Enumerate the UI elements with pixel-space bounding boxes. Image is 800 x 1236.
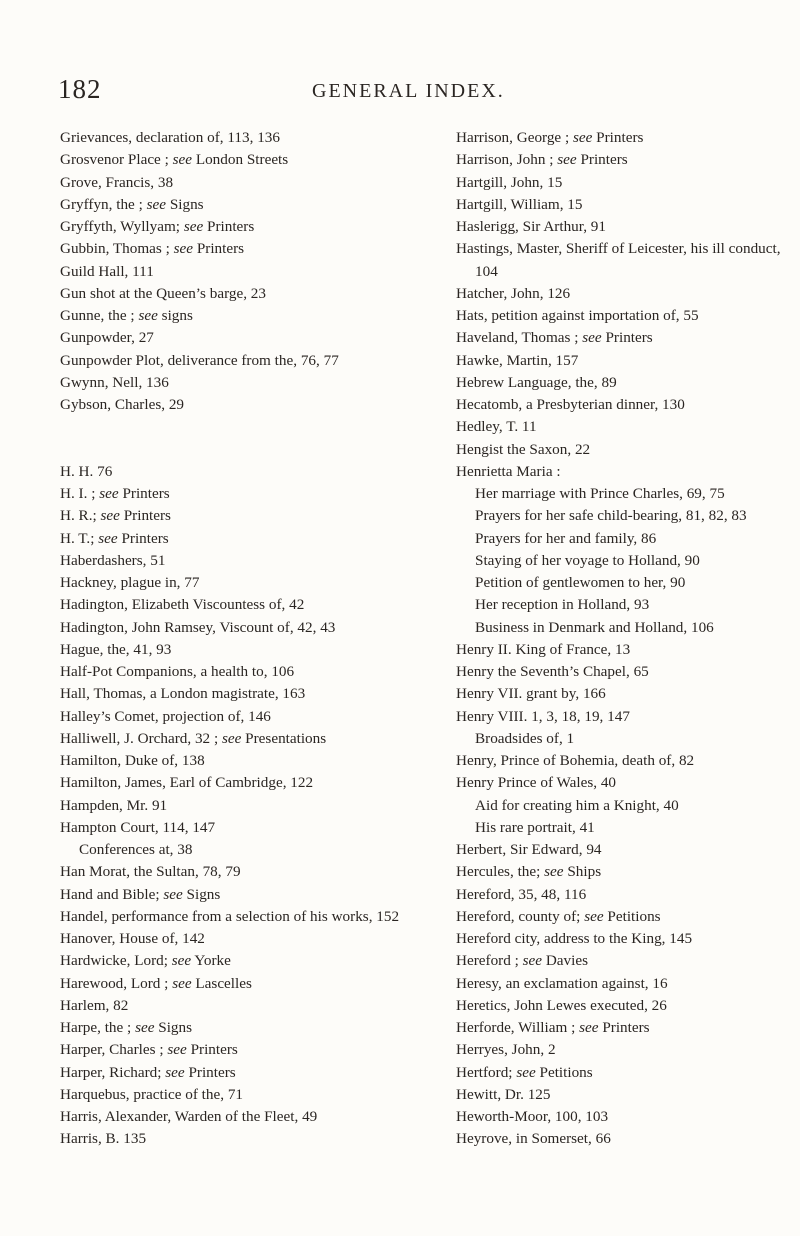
see-reference-label: see [183,218,204,235]
entry-heading: Hewitt, Dr. 125 [456,1085,551,1103]
index-entry [60,594,420,616]
cross-reference: Yorke [194,952,231,970]
index-column-right [456,127,796,1151]
index-entry [60,995,420,1017]
entry-heading: Hastings, Master, Sheriff of Leicester, his ill conduct, 104 [456,240,781,280]
index-entry [60,661,420,683]
see-reference-label: see [138,307,158,324]
entry-heading: Henry, Prince of Bohemia, death of, 82 [456,752,695,769]
index-entry [456,216,796,238]
index-subentry [60,839,420,861]
index-entry [60,149,420,171]
entry-heading: Hadington, Elizabeth Viscountess of, 42 [60,596,305,614]
index-subentry [456,817,796,839]
index-entry [60,617,420,639]
entry-heading: Gunne, the ; [60,307,135,324]
entry-heading: Hereford city, address to the King, 145 [456,930,693,947]
entry-heading: Heretics, John Lewes executed, 26 [456,996,667,1014]
entry-heading: Hertford; [456,1063,513,1081]
entry-heading: Heresy, an exclamation against, 16 [456,974,668,992]
see-reference-label: see [135,1019,155,1036]
index-entry [456,1062,796,1084]
index-entry [456,1084,796,1106]
index-entry [456,172,796,194]
index-entry [60,950,420,972]
index-entry [60,1039,420,1061]
index-entry [456,149,796,171]
entry-heading: Halliwell, J. Orchard, 32 ; [60,729,219,747]
entry-heading: Hamilton, Duke of, 138 [60,752,205,769]
index-entry [60,238,420,260]
cross-reference: Printers [188,1063,236,1081]
index-subentry [456,483,796,505]
index-entry [456,973,796,995]
index-entry [60,350,420,372]
entry-heading: Henrietta Maria : [456,462,561,480]
see-reference-label: see [167,1041,187,1059]
entry-heading: Hanover, House of, 142 [60,930,205,947]
entry-heading: Hampden, Mr. 91 [60,796,168,814]
entry-heading: Gybson, Charles, 29 [60,396,185,413]
index-entry [456,127,796,149]
entry-heading: Hereford ; [456,952,519,970]
entry-heading: Herryes, John, 2 [456,1041,556,1059]
entry-heading: Hampton Court, 114, 147 [60,818,216,836]
entry-heading: Hats, petition against importation of, 55 [456,307,699,324]
see-reference-label: see [584,907,604,925]
index-subentry [456,617,796,639]
subentry-text: Business in Denmark and Holland, 106 [475,618,714,636]
index-entry [60,172,420,194]
entry-heading: Hamilton, James, Earl of Cambridge, 122 [60,774,314,792]
index-entry [60,528,420,550]
see-reference-label: see [221,729,242,747]
index-entry [60,750,420,772]
entry-heading: Hackney, plague in, 77 [60,574,200,591]
entry-heading: Herbert, Sir Edward, 94 [456,841,602,858]
index-subentry [456,572,796,594]
entry-heading: Herforde, William ; [456,1019,576,1036]
index-entry [456,950,796,972]
subentry-text: Aid for creating him a Knight, 40 [475,796,679,814]
entry-heading: Gunpowder, 27 [60,329,154,347]
entry-heading: Han Morat, the Sultan, 78, 79 [60,863,241,881]
see-reference-label: see [99,485,119,502]
entry-heading: Halley’s Comet, projection of, 146 [60,707,271,725]
entry-heading: Henry Prince of Wales, 40 [456,774,617,792]
see-reference-label: see [171,952,192,970]
subentry-text: Her marriage with Prince Charles, 69, 75 [475,485,725,502]
entry-heading: H. H. 76 [60,462,113,480]
cross-reference: Signs [169,195,204,213]
entry-heading: Hebrew Language, the, 89 [456,373,617,391]
index-entry [456,416,796,438]
cross-reference: Printers [121,529,169,547]
cross-reference: Printers [196,240,245,258]
entry-heading: Hartgill, John, 15 [456,173,563,191]
cross-reference: Petitions [539,1063,593,1081]
see-reference-label: see [172,151,193,169]
running-head: GENERAL INDEX. [312,80,505,102]
index-column-left [60,127,420,1151]
entry-heading: Hartgill, William, 15 [456,195,583,213]
entry-heading: Harris, Alexander, Warden of the Fleet, 49 [60,1108,318,1125]
cross-reference: Printers [605,329,653,347]
see-reference-label: see [572,129,593,146]
cross-reference: Printers [580,151,628,169]
index-entry [456,350,796,372]
entry-heading: Harper, Richard; [60,1063,162,1081]
entry-heading: Gryffyn, the ; [60,195,143,213]
index-entry [456,372,796,394]
index-entry [456,861,796,883]
index-entry [60,795,420,817]
see-reference-label: see [165,1063,185,1081]
index-entry [60,817,420,839]
index-entry [456,1017,796,1039]
entry-heading: Harris, B. 135 [60,1130,147,1148]
see-reference-label: see [579,1019,599,1036]
index-entry [60,973,420,995]
cross-reference: Printers [596,129,644,146]
entry-heading: Gubbin, Thomas ; [60,240,170,258]
index-entry [456,906,796,928]
entry-heading: Harlem, 82 [60,996,129,1014]
index-entry [60,1062,420,1084]
entry-heading: Henry VIII. 1, 3, 18, 19, 147 [456,707,630,725]
index-entry [456,995,796,1017]
cross-reference: Lascelles [195,974,252,992]
index-subentry [456,795,796,817]
index-entry [456,1106,796,1128]
index-entry [60,683,420,705]
page-number: 182 [58,74,102,104]
index-entry [456,394,796,416]
index-entry [60,1084,420,1106]
index-entry [60,461,420,483]
entry-heading: Hall, Thomas, a London magistrate, 163 [60,685,306,703]
entry-heading: Guild Hall, 111 [60,262,154,280]
see-reference-label: see [516,1063,536,1081]
see-reference-label: see [522,952,543,970]
entry-heading: Grievances, declaration of, 113, 136 [60,129,280,146]
subentry-text: Prayers for her and family, 86 [475,529,657,547]
index-entry [60,928,420,950]
index-entry [456,461,796,483]
see-reference-label: see [163,885,183,903]
index-entry [60,572,420,594]
entry-heading: Half-Pot Companions, a health to, 106 [60,663,295,680]
section-gap [60,439,420,461]
see-reference-label: see [557,151,577,169]
entry-heading: Grosvenor Place ; [60,151,169,169]
entry-heading: H. I. ; [60,485,96,502]
cross-reference: signs [161,307,193,324]
index-entry [456,928,796,950]
see-reference-label: see [100,507,120,525]
entry-heading: Handel, performance from a selection of his works, 152 [60,907,400,925]
index-entry [456,238,796,283]
cross-reference: Signs [186,885,221,903]
index-entry [60,394,420,416]
subentry-text: Petition of gentlewomen to her, 90 [475,574,686,591]
entry-heading: Hardwicke, Lord; [60,952,168,970]
index-entry [456,283,796,305]
cross-reference: Ships [567,863,602,881]
index-entry [60,639,420,661]
index-entry [60,305,420,327]
index-entry [456,772,796,794]
entry-heading: Harquebus, practice of the, 71 [60,1085,244,1103]
cross-reference: Printers [123,507,171,525]
entry-heading: Hereford, county of; [456,907,581,925]
index-entry [60,327,420,349]
index-entry [60,728,420,750]
entry-heading: Harpe, the ; [60,1019,132,1036]
index-entry [60,483,420,505]
see-reference-label: see [172,974,192,992]
see-reference-label: see [582,329,602,347]
entry-heading: Harrison, John ; [456,151,554,169]
entry-heading: Hengist the Saxon, 22 [456,440,591,458]
index-entry [60,283,420,305]
index-subentry [456,594,796,616]
index-subentry [456,728,796,750]
cross-reference: Signs [158,1019,193,1036]
entry-heading: Harper, Charles ; [60,1041,164,1059]
index-entry [456,1039,796,1061]
entry-heading: Hague, the, 41, 93 [60,640,172,658]
index-entry [60,194,420,216]
subentry-text: Conferences at, 38 [79,841,193,858]
cross-reference: Printers [602,1019,650,1036]
index-entry [60,505,420,527]
index-entry [60,772,420,794]
index-entry [60,261,420,283]
entry-heading: Gryffyth, Wyllyam; [60,218,181,235]
entry-heading: Heworth-Moor, 100, 103 [456,1108,609,1125]
index-entry [60,906,420,928]
entry-heading: Hawke, Martin, 157 [456,351,579,369]
index-entry [60,127,420,149]
index-entry [60,216,420,238]
cross-reference: Printers [122,485,170,502]
entry-heading: Henry the Seventh’s Chapel, 65 [456,663,649,680]
index-entry [60,372,420,394]
index-entry [60,861,420,883]
index-entry [456,750,796,772]
index-entry [456,639,796,661]
entry-heading: Hand and Bible; [60,885,160,903]
cross-reference: Davies [545,952,589,970]
index-entry [60,1106,420,1128]
entry-heading: Heyrove, in Somerset, 66 [456,1130,611,1148]
index-entry [456,194,796,216]
entry-heading: Henry VII. grant by, 166 [456,685,606,703]
index-entry [456,884,796,906]
cross-reference: London Streets [195,151,289,169]
entry-heading: Hereford, 35, 48, 116 [456,885,587,903]
index-entry [456,661,796,683]
index-entry [456,439,796,461]
index-entry [456,683,796,705]
index-entry [456,305,796,327]
entry-heading: Hatcher, John, 126 [456,284,571,302]
index-entry [60,550,420,572]
entry-heading: Haberdashers, 51 [60,551,166,569]
index-entry [60,706,420,728]
entry-heading: Henry II. King of France, 13 [456,640,631,658]
cross-reference: Petitions [607,907,661,925]
index-entry [60,1128,420,1150]
entry-heading: Gwynn, Nell, 136 [60,373,169,391]
entry-heading: Grove, Francis, 38 [60,173,174,191]
cross-reference: Presentations [245,729,327,747]
subentry-text: Staying of her voyage to Holland, 90 [475,551,700,569]
entry-heading: Gunpowder Plot, deliverance from the, 76, 77 [60,351,339,369]
index-subentry [456,528,796,550]
cross-reference: Printers [190,1041,238,1059]
entry-heading: Haveland, Thomas ; [456,329,579,347]
cross-reference: Printers [207,218,255,235]
entry-heading: H. R.; [60,507,97,525]
entry-heading: Harewood, Lord ; [60,974,169,992]
entry-heading: Haslerigg, Sir Arthur, 91 [456,218,606,235]
subentry-text: His rare portrait, 41 [475,818,595,836]
see-reference-label: see [173,240,194,258]
see-reference-label: see [544,863,564,881]
see-reference-label: see [98,529,118,547]
entry-heading: Hadington, John Ramsey, Viscount of, 42, 43 [60,618,336,636]
see-reference-label: see [146,195,167,213]
entry-heading: H. T.; [60,529,95,547]
entry-heading: Gun shot at the Queen’s barge, 23 [60,284,266,302]
index-subentry [456,550,796,572]
entry-heading: Hedley, T. 11 [456,418,537,436]
subentry-text: Broadsides of, 1 [475,729,575,747]
entry-heading: Hecatomb, a Presbyterian dinner, 130 [456,396,685,413]
entry-heading: Harrison, George ; [456,129,570,146]
index-subentry [456,505,796,527]
index-entry [456,327,796,349]
index-entry [456,706,796,728]
index-entry [456,1128,796,1150]
entry-heading: Hercules, the; [456,863,541,881]
subentry-text: Her reception in Holland, 93 [475,596,650,614]
subentry-text: Prayers for her safe child-bearing, 81, 82, 83 [475,507,747,525]
index-entry [60,1017,420,1039]
index-entry [60,884,420,906]
index-entry [456,839,796,861]
section-gap [60,416,420,438]
